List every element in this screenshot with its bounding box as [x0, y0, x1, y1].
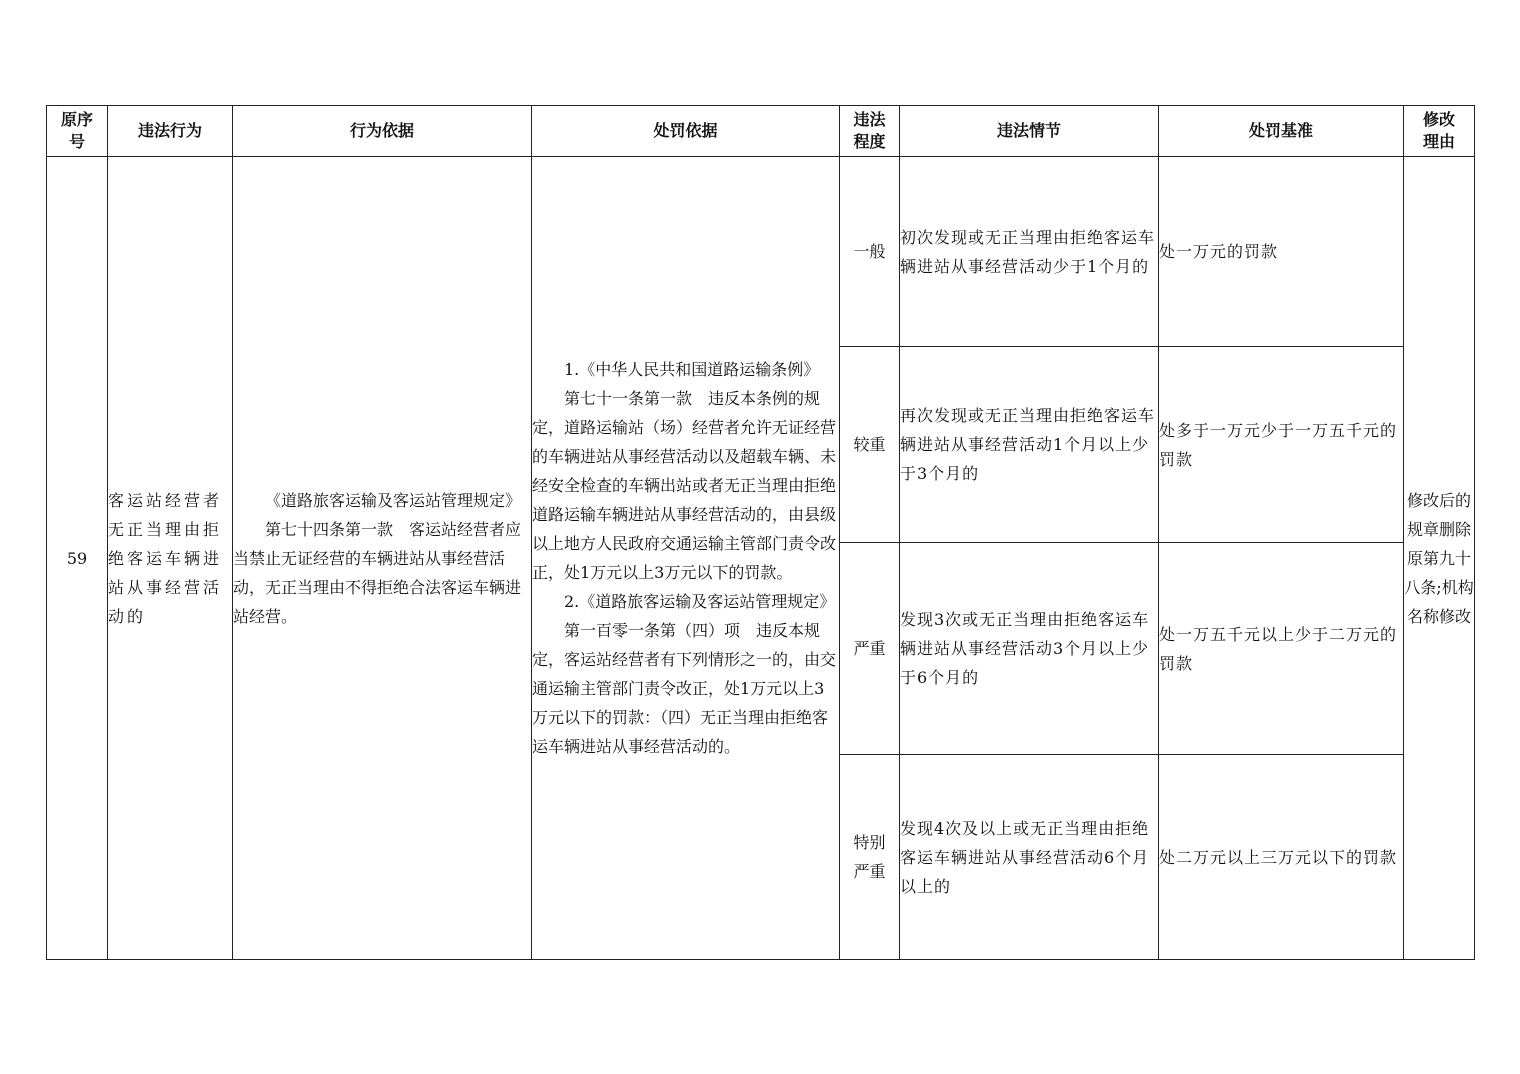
cell-degree: 一般 [840, 157, 900, 347]
header-reason: 修改理由 [1404, 106, 1475, 157]
cell-plot: 初次发现或无正当理由拒绝客运车辆进站从事经营活动少于1个月的 [900, 157, 1159, 347]
header-plot: 违法情节 [900, 106, 1159, 157]
header-seq: 原序号 [47, 106, 108, 157]
header-penalty-basis: 处罚依据 [532, 106, 840, 157]
cell-conduct-basis [233, 157, 532, 960]
penalty-basis-article-2: 第一百零一条第（四）项 违反本规定，客运站经营者有下列情形之一的，由交通运输主管部门责令改正，处1万元以上3万元以下的罚款：（四）无正当理由拒绝客运车辆进站从事经营活动的。 [532, 621, 837, 756]
conduct-basis-text: 第七十四条第一款 客运站经营者应当禁止无证经营的车辆进站从事经营活动，无正当理由不得拒绝合法客运车辆进站经营。 [233, 519, 522, 626]
cell-penalty-basis [532, 157, 840, 960]
cell-standard: 处多于一万元少于一万五千元的罚款 [1159, 347, 1404, 543]
cell-plot: 发现4次及以上或无正当理由拒绝客运车辆进站从事经营活动6个月以上的 [900, 755, 1159, 960]
penalty-basis-article-1: 第七十一条第一款 违反本条例的规定，道路运输站（场）经营者允许无证经营的车辆进站从事经营活动以及超载车辆、未经安全检查的车辆出站或者无正当理由拒绝道路运输车辆进站从事经营活动的，由县级以上地方人民政府交通运输主管部门责令改正，处1万元以上3万元以下的罚款。 [532, 389, 837, 582]
cell-plot: 再次发现或无正当理由拒绝客运车辆进站从事经营活动1个月以上少于3个月的 [900, 347, 1159, 543]
cell-degree: 严重 [840, 543, 900, 755]
cell-reason: 修改后的规章删除原第九十八条;机构名称修改 [1404, 157, 1475, 960]
conduct-basis-title: 《道路旅客运输及客运站管理规定》 [265, 490, 522, 510]
header-conduct-basis: 行为依据 [233, 106, 532, 157]
cell-plot: 发现3次或无正当理由拒绝客运车辆进站从事经营活动3个月以上少于6个月的 [900, 543, 1159, 755]
cell-standard: 处一万五千元以上少于二万元的罚款 [1159, 543, 1404, 755]
cell-seq: 59 [47, 157, 108, 960]
cell-degree: 较重 [840, 347, 900, 543]
penalty-basis-law-2: 2.《道路旅客运输及客运站管理规定》 [564, 592, 836, 611]
cell-violation: 客运站经营者无正当理由拒绝客运车辆进站从事经营活动的 [108, 157, 233, 960]
penalty-basis-law-1: 1.《中华人民共和国道路运输条例》 [564, 360, 820, 379]
cell-standard: 处一万元的罚款 [1159, 157, 1404, 347]
header-standard: 处罚基准 [1159, 106, 1404, 157]
header-violation: 违法行为 [108, 106, 233, 157]
cell-degree: 特别严重 [840, 755, 900, 960]
cell-standard: 处二万元以上三万元以下的罚款 [1159, 755, 1404, 960]
penalty-standard-table [46, 105, 1475, 960]
header-degree: 违法程度 [840, 106, 900, 157]
table-row [47, 157, 1475, 347]
header-row [47, 106, 1475, 157]
